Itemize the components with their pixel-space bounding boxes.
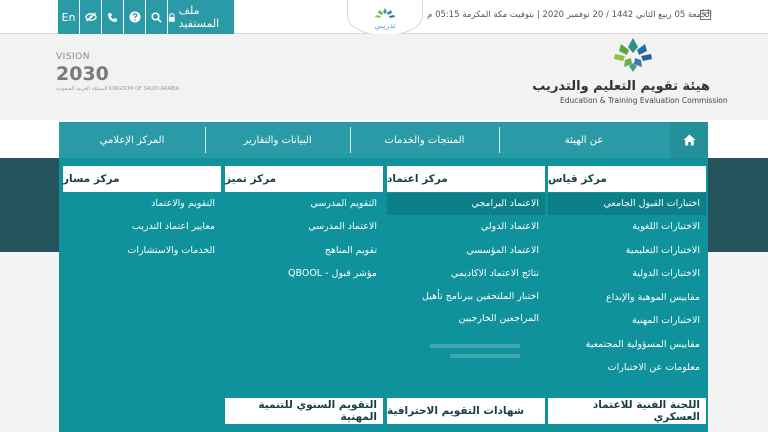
eye-slash-icon — [85, 12, 97, 22]
contact-button[interactable] — [102, 0, 123, 34]
menu-link[interactable]: الاختبارات الدولية — [632, 268, 700, 279]
menu-link[interactable]: الاعتماد الدولي — [480, 221, 539, 232]
question-circle-icon — [129, 11, 141, 23]
language-button[interactable] — [58, 0, 79, 34]
date-time-text: الجمعة 05 ربيع الثاني 1442 / 20 نوفمبر 2020 | بتوقيت مكة المكرمة 05:15 م — [427, 10, 712, 20]
nav-item-products[interactable]: المنتجات والخدمات — [384, 134, 465, 146]
menu-link[interactable]: الخدمات والاستشارات — [127, 245, 215, 256]
nav-item-data-reports[interactable]: البيانات والتقارير — [243, 134, 312, 146]
nav-divider — [499, 127, 500, 153]
beneficiary-profile-button[interactable] — [168, 0, 234, 34]
phone-icon — [107, 12, 118, 23]
language-label: En — [61, 10, 76, 24]
menu-link[interactable]: مؤشر قبول - QBOOL — [288, 268, 377, 279]
menu-link[interactable]: التقويم المدرسي — [310, 198, 377, 209]
tadreebi-label: تدريبي — [374, 20, 396, 30]
help-button[interactable] — [124, 0, 145, 34]
nav-divider — [350, 127, 351, 153]
menu-heading-qiyas[interactable]: مركز قياس — [548, 166, 706, 192]
menu-link[interactable]: اختبارات القبول الجامعي — [548, 193, 706, 215]
vision-2030-logo — [50, 48, 180, 106]
menu-heading-professional-certificates[interactable]: شهادات التقويم الاحترافية — [387, 398, 545, 424]
vision-year: 2030 — [56, 63, 109, 85]
nav-home-button[interactable] — [670, 122, 708, 158]
background-text-ghost — [420, 340, 530, 380]
menu-link[interactable]: الاختبارات التعليمية — [625, 245, 700, 256]
main-navigation — [59, 122, 708, 158]
tadreebi-logo-icon — [374, 6, 396, 20]
org-name-english: Education & Training Evaluation Commission — [560, 96, 728, 105]
accessibility-button[interactable] — [80, 0, 101, 34]
menu-heading-military-accreditation[interactable]: اللجنة الفنية للاعتماد العسكري — [548, 398, 706, 424]
menu-link[interactable]: مقاييس المسؤولية المجتمعية — [585, 339, 700, 350]
profile-label: ملف المستفيد — [178, 4, 220, 30]
menu-heading-masar[interactable]: مركز مسار — [63, 166, 221, 192]
nav-item-media-center[interactable]: المركز الإعلامي — [99, 134, 165, 146]
nav-item-about[interactable]: عن الهيئة — [564, 134, 604, 146]
menu-heading-annual-calendar[interactable]: التقويم السنوي للتنمية المهنية — [225, 398, 383, 424]
top-bar — [0, 0, 768, 34]
menu-link[interactable]: تقويم المناهج — [324, 245, 377, 256]
menu-link[interactable]: مقاييس الموهبة والإبداع — [606, 292, 700, 303]
menu-heading-tamayuz[interactable]: مركز تميز — [225, 166, 383, 192]
menu-link[interactable]: نتائج الاعتماد الاكاديمي — [450, 268, 539, 279]
menu-link[interactable]: معلومات عن الاختبارات — [607, 362, 700, 373]
org-name-arabic: هيئة تقويم التعليم والتدريب — [532, 79, 710, 94]
vision-subtitle: المملكة العربية السعودية KINGDOM OF SAUDI ARABIA — [56, 86, 180, 92]
vision-word: VISION — [56, 52, 90, 62]
page-background-left — [0, 252, 59, 432]
page-background-right — [708, 252, 768, 432]
menu-link[interactable]: الاعتماد البرامجي — [387, 193, 545, 215]
menu-link[interactable]: التقويم والاعتماد — [151, 198, 215, 209]
lock-icon — [168, 12, 176, 23]
calendar-icon — [700, 9, 711, 20]
home-icon — [683, 134, 696, 146]
menu-link[interactable]: الاختبارات اللغوية — [632, 221, 700, 232]
menu-link[interactable]: اختبار الملتحقين ببرنامج تأهيل المراجعين الخارجيين — [422, 291, 539, 324]
menu-link[interactable]: معايير اعتماد التدريب — [131, 221, 215, 232]
menu-link[interactable]: الاعتماد المؤسسي — [466, 245, 539, 256]
search-button[interactable] — [146, 0, 167, 34]
etec-logo-icon[interactable] — [612, 36, 654, 78]
menu-heading-itimad[interactable]: مركز اعتماد — [387, 166, 545, 192]
nav-divider — [205, 127, 206, 153]
search-icon — [151, 12, 162, 23]
tadreebi-link[interactable] — [347, 0, 423, 36]
menu-link[interactable]: الاختبارات المهنية — [632, 315, 700, 326]
menu-link[interactable]: الاعتماد المدرسي — [308, 221, 377, 232]
